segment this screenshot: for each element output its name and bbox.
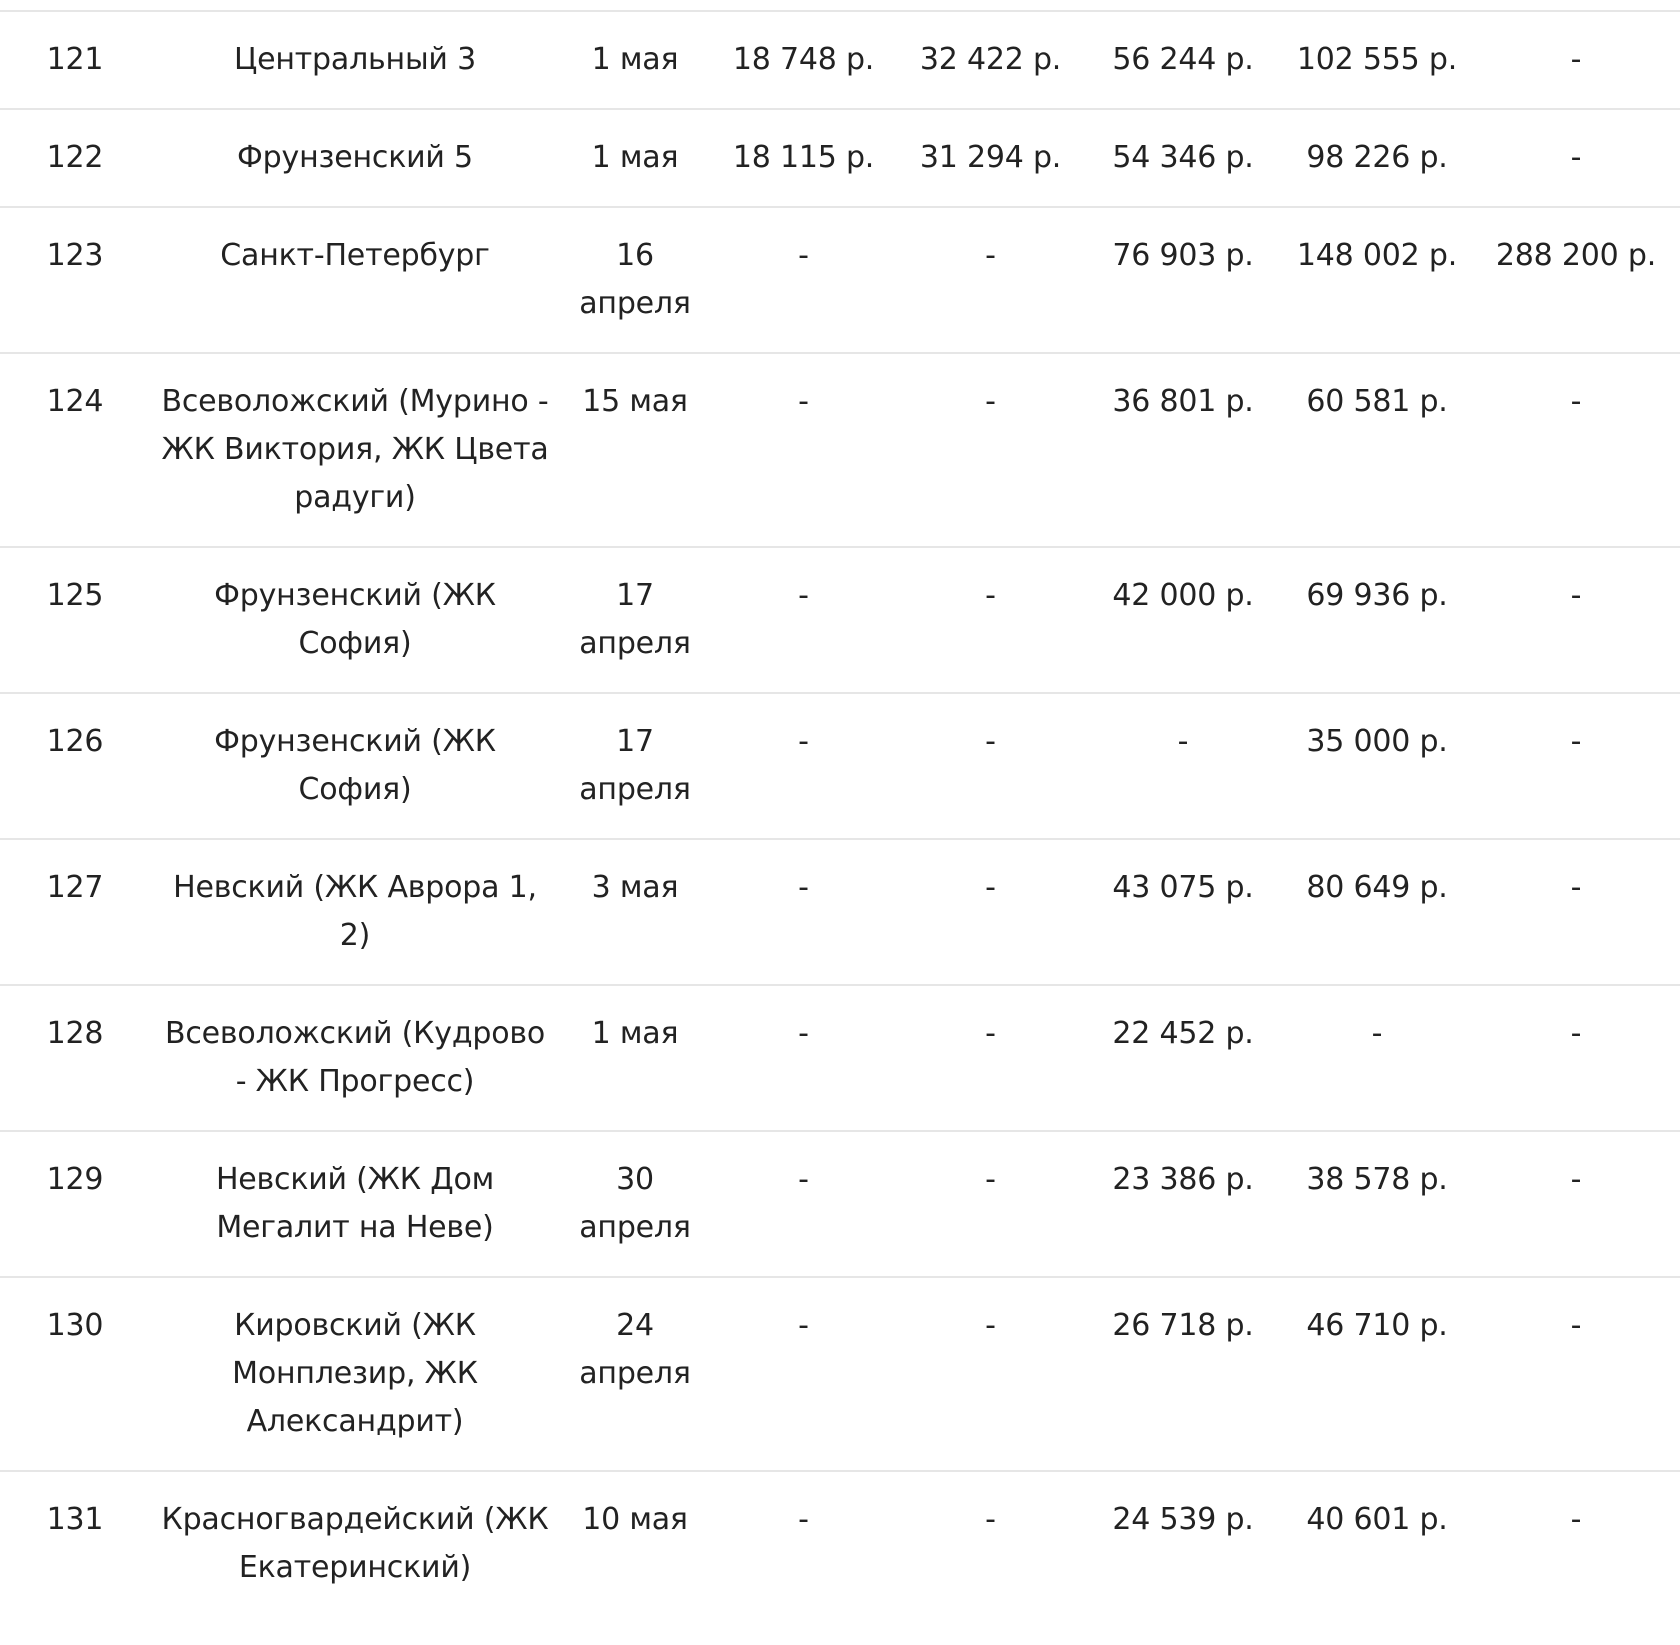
date: 1 мая [560, 109, 710, 207]
price-col-1: - [710, 547, 897, 693]
table-row [0, 693, 1680, 839]
row-number: 123 [0, 207, 150, 353]
price-col-5: - [1472, 1131, 1680, 1277]
price-col-1: - [710, 1277, 897, 1471]
price-col-4: 38 578 р. [1282, 1131, 1472, 1277]
price-col-1: 18 748 р. [710, 11, 897, 109]
table-row [0, 1471, 1680, 1616]
district-name: Фрунзенский (ЖК София) [150, 693, 560, 839]
date: 17 апреля [560, 547, 710, 693]
price-col-3: 42 000 р. [1084, 547, 1282, 693]
price-col-3: - [1084, 693, 1282, 839]
row-number: 127 [0, 839, 150, 985]
price-col-2: - [897, 1131, 1084, 1277]
price-col-3: 24 539 р. [1112, 1502, 1254, 1537]
price-col-5: - [1472, 985, 1680, 1131]
price-col-4: 102 555 р. [1282, 11, 1472, 109]
price-col-1: - [798, 1502, 809, 1537]
district-name: Невский (ЖК Аврора 1, 2) [150, 839, 560, 985]
district-name: Фрунзенский (ЖК София) [150, 547, 560, 693]
price-col-3: 76 903 р. [1084, 207, 1282, 353]
date: 24 апреля [560, 1277, 710, 1471]
price-col-3: 23 386 р. [1084, 1131, 1282, 1277]
price-col-3: 54 346 р. [1084, 109, 1282, 207]
price-col-2: - [897, 839, 1084, 985]
table-row [0, 1131, 1680, 1277]
price-col-4: 35 000 р. [1282, 693, 1472, 839]
row-number: 130 [0, 1277, 150, 1471]
district-name: Всеволожский (Мурино - ЖК Виктория, ЖК Цвета радуги) [150, 353, 560, 547]
price-col-1: - [710, 353, 897, 547]
row-number: 124 [0, 353, 150, 547]
row-number: 125 [0, 547, 150, 693]
date: 1 мая [560, 11, 710, 109]
date: 16 апреля [560, 207, 710, 353]
price-col-1: - [710, 985, 897, 1131]
price-col-2: - [897, 693, 1084, 839]
row-number: 128 [0, 985, 150, 1131]
date: 17 апреля [560, 693, 710, 839]
table-body [0, 11, 1680, 1616]
row-number: 121 [0, 11, 150, 109]
price-col-3: 36 801 р. [1084, 353, 1282, 547]
price-col-2: 31 294 р. [897, 109, 1084, 207]
table-row [0, 985, 1680, 1131]
price-col-1: 18 115 р. [710, 109, 897, 207]
price-col-2: - [897, 353, 1084, 547]
price-col-4: 69 936 р. [1282, 547, 1472, 693]
price-col-4: 40 601 р. [1306, 1502, 1448, 1537]
price-col-4: 60 581 р. [1282, 353, 1472, 547]
price-col-3: 43 075 р. [1084, 839, 1282, 985]
price-col-5: - [1472, 11, 1680, 109]
price-col-5: - [1472, 693, 1680, 839]
district-name: Центральный 3 [150, 11, 560, 109]
date: 1 мая [560, 985, 710, 1131]
date: 30 апреля [560, 1131, 710, 1277]
price-col-4: - [1282, 985, 1472, 1131]
price-col-1: - [710, 1131, 897, 1277]
price-col-2: - [897, 1277, 1084, 1471]
district-name: Кировский (ЖК Монплезир, ЖК Александрит) [150, 1277, 560, 1471]
district-name: Фрунзенский 5 [150, 109, 560, 207]
table-row [0, 207, 1680, 353]
district-name: Красногвардейский (ЖК Екатеринский) [161, 1502, 549, 1585]
table-row [0, 109, 1680, 207]
price-col-1: - [710, 839, 897, 985]
price-col-2: - [897, 985, 1084, 1131]
price-col-2: - [897, 547, 1084, 693]
date: 3 мая [560, 839, 710, 985]
price-col-5: - [1570, 1502, 1582, 1537]
district-name: Невский (ЖК Дом Мегалит на Неве) [150, 1131, 560, 1277]
price-col-5: 288 200 р. [1472, 207, 1680, 353]
row-number: 122 [0, 109, 150, 207]
table-row [0, 839, 1680, 985]
price-col-5: - [1472, 547, 1680, 693]
price-col-2: 32 422 р. [897, 11, 1084, 109]
price-col-3: 56 244 р. [1084, 11, 1282, 109]
date: 15 мая [560, 353, 710, 547]
price-col-2: - [897, 207, 1084, 353]
table-row [0, 11, 1680, 109]
row-number: 129 [0, 1131, 150, 1277]
row-number: 131 [46, 1502, 104, 1537]
row-number: 126 [0, 693, 150, 839]
table-row [0, 547, 1680, 693]
price-col-1: - [710, 207, 897, 353]
district-name: Всеволожский (Кудрово - ЖК Прогресс) [150, 985, 560, 1131]
table-row [0, 353, 1680, 547]
table-row [0, 1277, 1680, 1471]
price-col-4: 98 226 р. [1282, 109, 1472, 207]
price-col-5: - [1472, 353, 1680, 547]
price-col-4: 80 649 р. [1282, 839, 1472, 985]
price-col-5: - [1472, 109, 1680, 207]
price-col-3: 26 718 р. [1084, 1277, 1282, 1471]
price-col-1: - [710, 693, 897, 839]
price-col-5: - [1472, 839, 1680, 985]
price-col-3: 22 452 р. [1084, 985, 1282, 1131]
price-col-4: 148 002 р. [1282, 207, 1472, 353]
price-table [0, 10, 1680, 1616]
district-name: Санкт-Петербург [150, 207, 560, 353]
price-col-4: 46 710 р. [1282, 1277, 1472, 1471]
price-col-2: - [985, 1502, 996, 1537]
price-col-5: - [1472, 1277, 1680, 1471]
date: 10 мая [582, 1502, 688, 1537]
